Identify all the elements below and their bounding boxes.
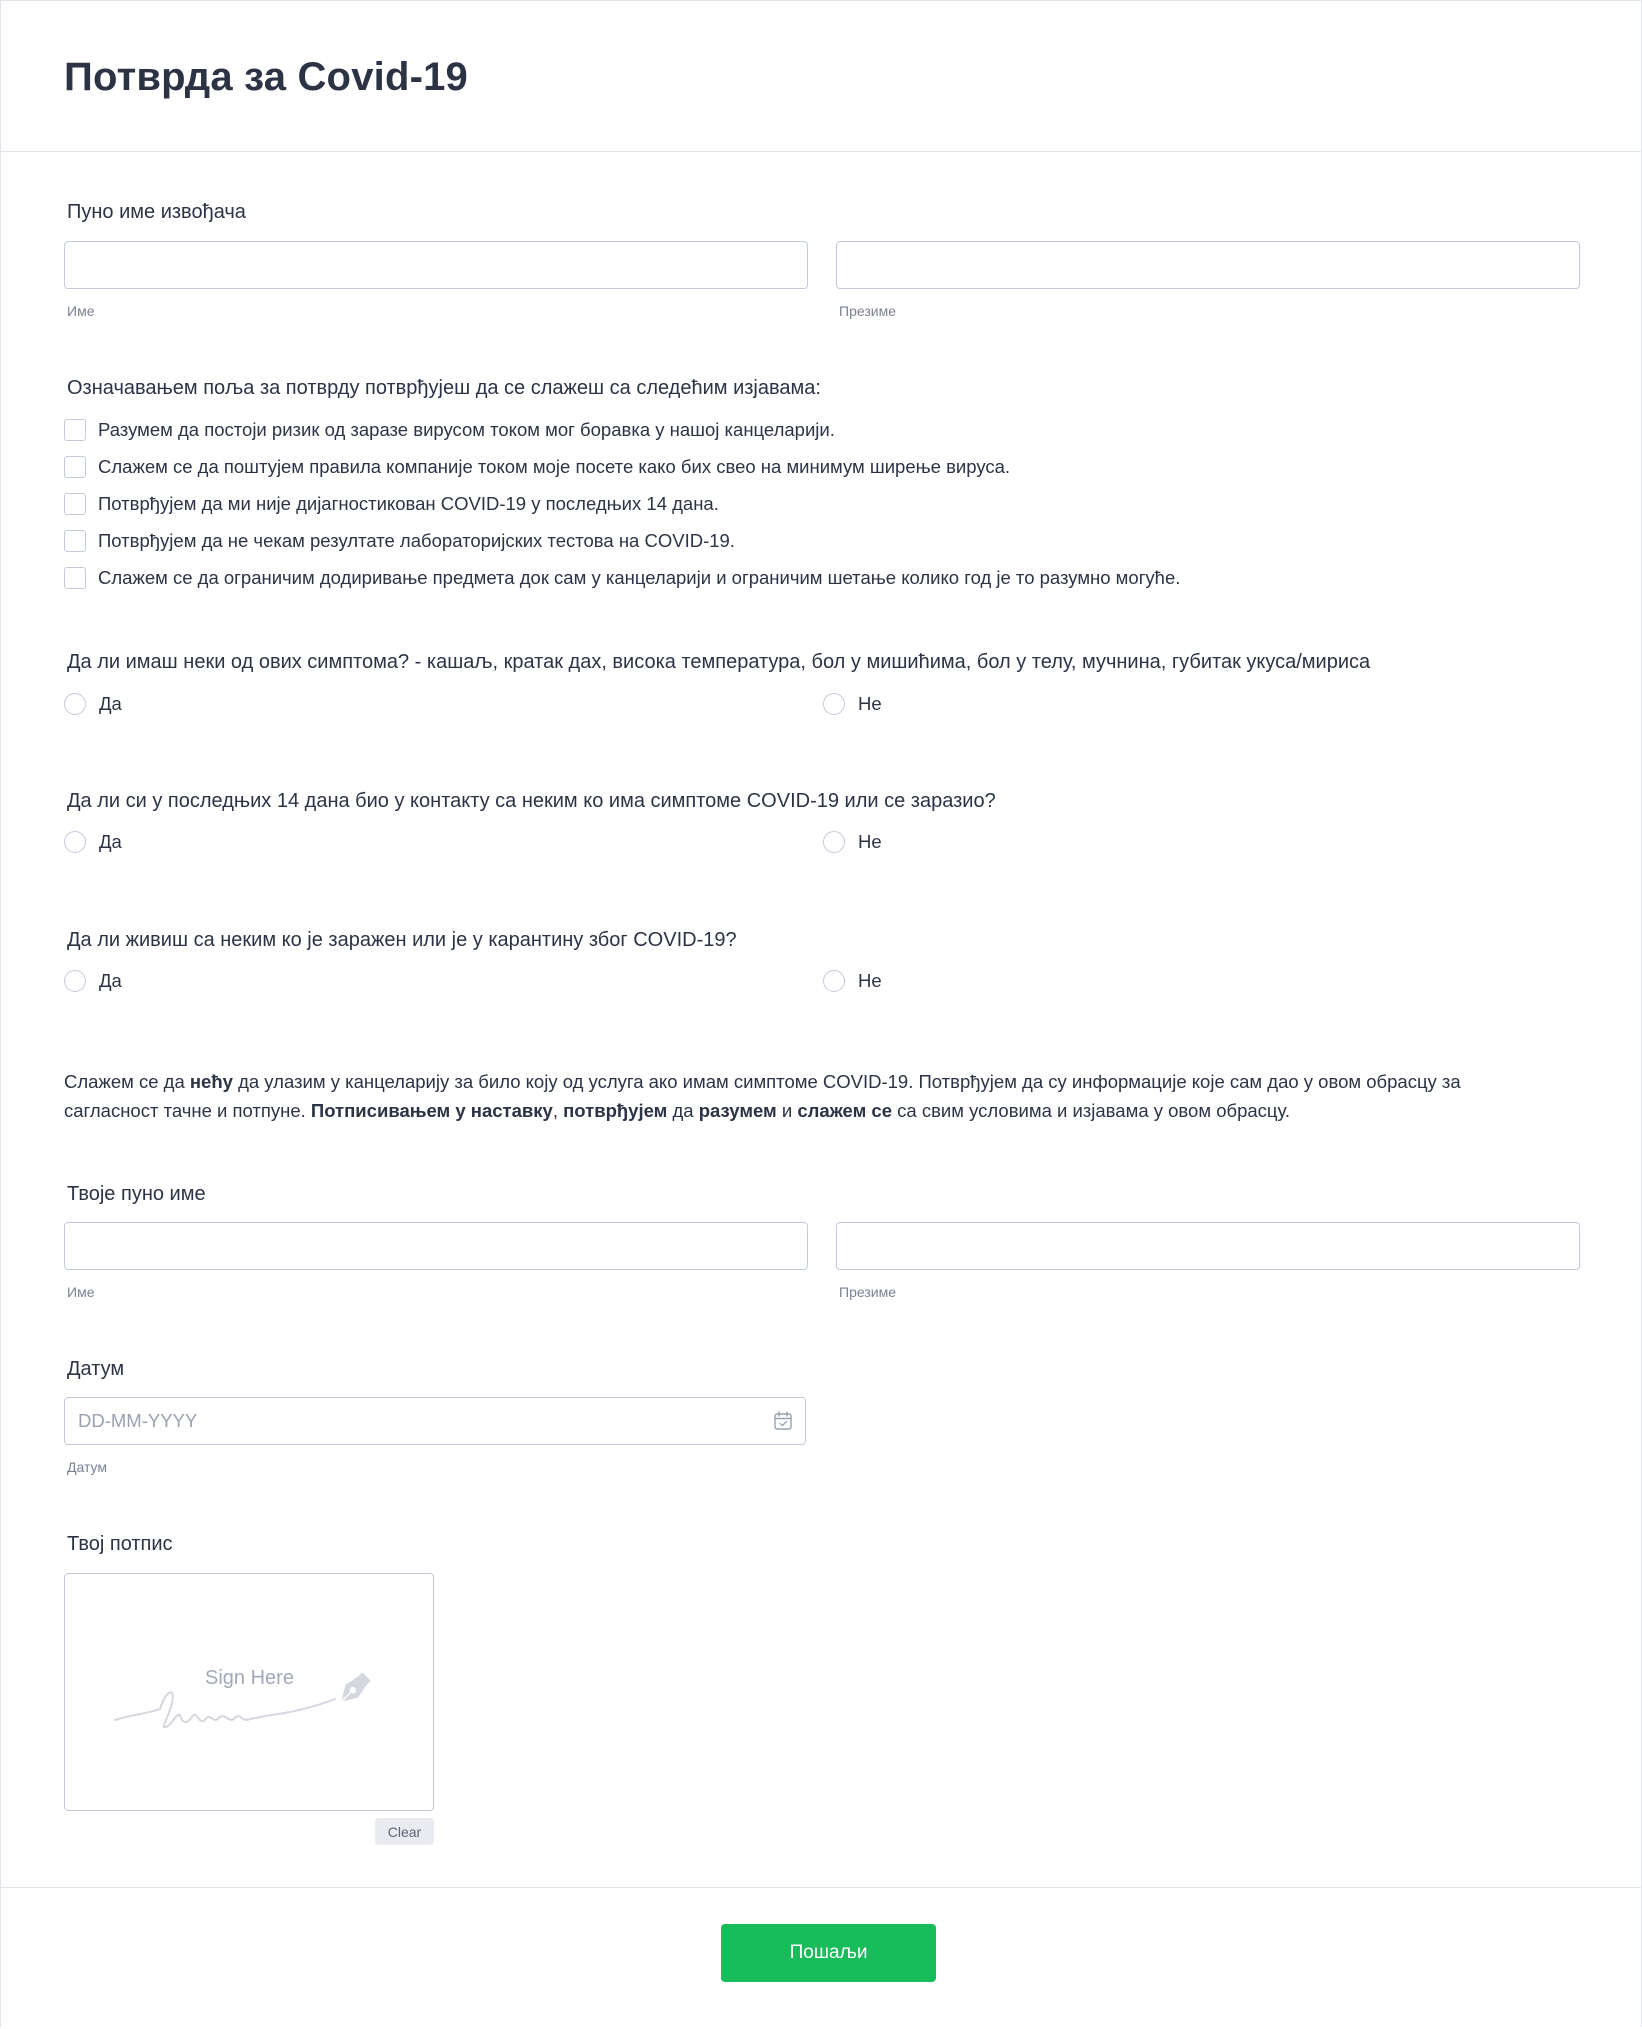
checkbox-box[interactable]	[64, 493, 86, 515]
consent-text: са свим условима и изјавама у овом обрасцу.	[892, 1100, 1291, 1121]
your-first-name-input[interactable]	[64, 1222, 808, 1270]
checkbox-box[interactable]	[64, 419, 86, 441]
date-label: Датум	[67, 1358, 125, 1380]
contractor-name-label: Пуно име извођача	[67, 201, 246, 223]
agreements-label: Означавањем поља за потврду потврђујеш да се слажеш са следећим изјавама:	[67, 377, 821, 399]
radio-circle[interactable]	[64, 970, 86, 992]
contractor-last-name-sublabel: Презиме	[839, 303, 896, 319]
radio-circle[interactable]	[823, 970, 845, 992]
form-header	[1, 1, 1641, 152]
consent-paragraph	[64, 1067, 1544, 1125]
consent-emphasis: разумем	[698, 1100, 777, 1121]
consent-text: да улазим у канцеларију за било коју од услуга ако имам симптоме COVID-19. Потврђујем да су информације које сам дао у овом обрасцу за сагласност тачне и потпуне.	[64, 1071, 1461, 1121]
consent-text: ,	[552, 1100, 564, 1121]
consent-emphasis: нећу	[189, 1071, 233, 1092]
pen-nib-icon	[335, 1666, 377, 1708]
radio-circle[interactable]	[823, 693, 845, 715]
submit-button[interactable]: Пошаљи	[721, 1924, 936, 1982]
symptoms-radio-no[interactable]	[823, 691, 882, 717]
quarantine-radio-no[interactable]	[823, 968, 882, 994]
clear-signature-button[interactable]: Clear	[375, 1818, 434, 1845]
contractor-first-name-sublabel: Име	[67, 303, 95, 319]
consent-emphasis: слажем се	[797, 1100, 893, 1121]
checkbox-box[interactable]	[64, 567, 86, 589]
symptoms-question-label: Да ли имаш неки од ових симптома? - кашаљ, кратак дах, висока температура, бол у мишићима, бол у телу, мучнина, губитак укуса/мириса	[67, 651, 1371, 673]
signature-label: Твој потпис	[67, 1533, 173, 1555]
radio-label: Не	[858, 970, 882, 991]
sign-here-placeholder: Sign Here	[205, 1667, 294, 1689]
contact-question-label: Да ли си у последњих 14 дана био у контакту са неким ко има симптоме COVID-19 или се заразио?	[67, 790, 996, 812]
checkbox-box[interactable]	[64, 456, 86, 478]
your-last-name-sublabel: Презиме	[839, 1284, 896, 1300]
contractor-last-name-input[interactable]	[836, 241, 1580, 289]
date-field[interactable]	[64, 1397, 806, 1445]
contact-radio-yes[interactable]	[64, 829, 122, 855]
radio-circle[interactable]	[64, 831, 86, 853]
radio-label: Да	[99, 970, 122, 991]
radio-label: Да	[99, 831, 122, 852]
consent-text: Слажем се да	[64, 1071, 190, 1092]
agreement-checkbox-1[interactable]	[64, 417, 835, 443]
your-first-name-sublabel: Име	[67, 1284, 95, 1300]
agreement-checkbox-2[interactable]	[64, 454, 1010, 480]
agreement-text: Слажем се да поштујем правила компаније током моје посете како бих свео на минимум ширење вируса.	[98, 456, 1011, 477]
consent-text: да	[667, 1100, 699, 1121]
quarantine-radio-yes[interactable]	[64, 968, 122, 994]
checkbox-box[interactable]	[64, 530, 86, 552]
radio-circle[interactable]	[823, 831, 845, 853]
calendar-icon[interactable]	[774, 1411, 792, 1431]
radio-label: Да	[99, 693, 122, 714]
agreement-text: Потврђујем да не чекам резултате лабораторијских тестова на COVID-19.	[98, 530, 735, 551]
signature-pad[interactable]	[64, 1573, 434, 1811]
agreement-checkbox-4[interactable]	[64, 528, 735, 554]
form-footer	[1, 1887, 1641, 2029]
consent-emphasis: потврђујем	[563, 1100, 668, 1121]
date-sublabel: Датум	[67, 1459, 107, 1475]
agreement-text: Слажем се да ограничим додиривање предмета док сам у канцеларији и ограничим шетање колико год је то разумно могуће.	[98, 567, 1181, 588]
agreement-checkbox-5[interactable]	[64, 565, 1180, 591]
consent-text: и	[776, 1100, 798, 1121]
symptoms-radio-yes[interactable]	[64, 691, 122, 717]
radio-label: Не	[858, 693, 882, 714]
date-input[interactable]	[65, 1398, 771, 1444]
radio-circle[interactable]	[64, 693, 86, 715]
your-name-label: Твоје пуно име	[67, 1183, 206, 1205]
agreement-text: Разумем да постоји ризик од заразе вирусом током мог боравка у нашој канцеларији.	[98, 419, 835, 440]
contact-radio-no[interactable]	[823, 829, 882, 855]
radio-label: Не	[858, 831, 882, 852]
agreement-checkbox-3[interactable]	[64, 491, 719, 517]
consent-emphasis: Потписивањем у наставку	[310, 1100, 553, 1121]
agreement-text: Потврђујем да ми није дијагностикован COVID-19 у последњих 14 дана.	[98, 493, 719, 514]
contractor-first-name-input[interactable]	[64, 241, 808, 289]
quarantine-question-label: Да ли живиш са неким ко је заражен или је у карантину због COVID-19?	[67, 929, 737, 951]
form-title: Потврда за Covid-19	[64, 55, 468, 99]
your-last-name-input[interactable]	[836, 1222, 1580, 1270]
